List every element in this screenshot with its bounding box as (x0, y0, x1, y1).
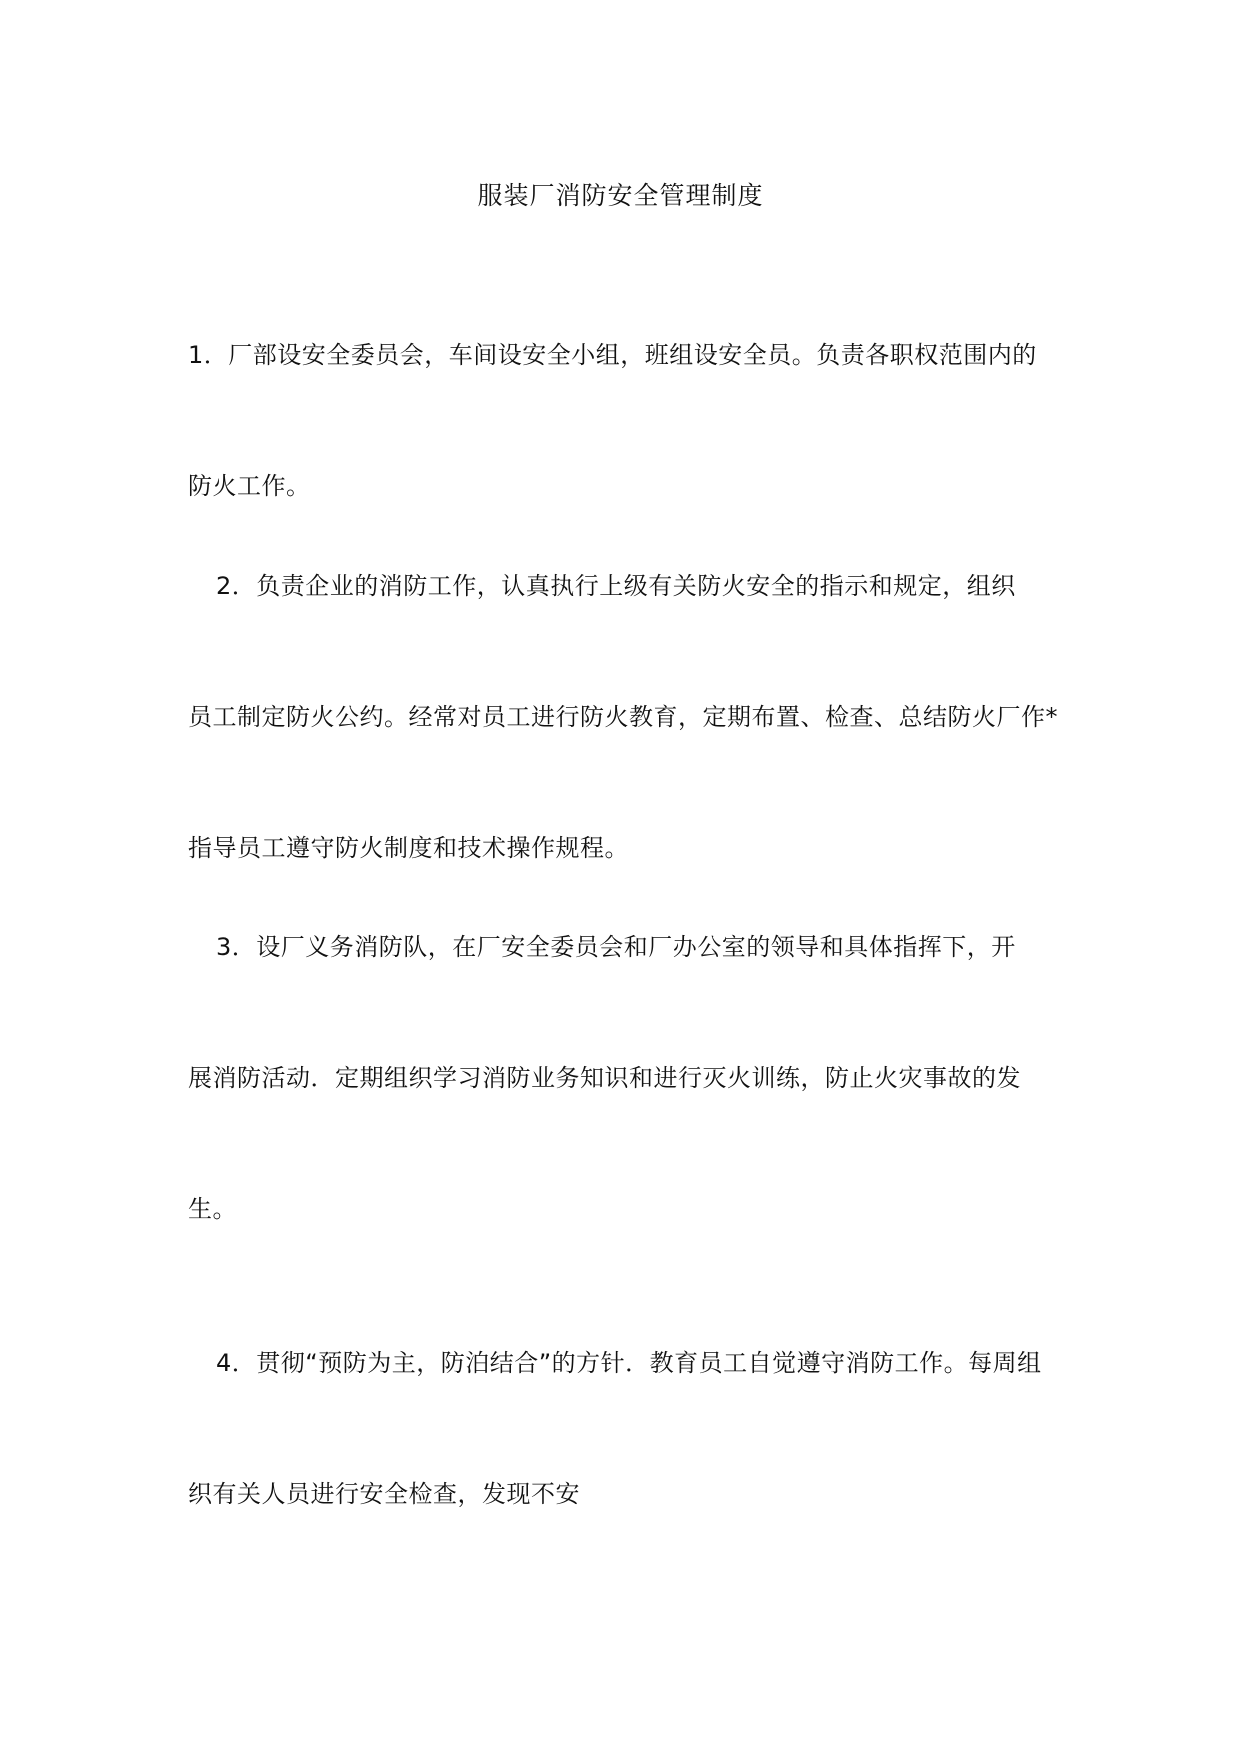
paragraph-2-line-1: 2．负责企业的消防工作，认真执行上级有关防火安全的指示和规定，组织 (216, 572, 1016, 600)
paragraph-1-line-2: 防火工作。 (188, 472, 311, 500)
paragraph-3-line-3: 生。 (188, 1195, 237, 1223)
paragraph-3-line-2: 展消防活动．定期组织学习消防业务知识和进行灭火训练，防止火灾事故的发 (188, 1064, 1021, 1092)
paragraph-1-line-1: 1．厂部设安全委员会，车间设安全小组，班组设安全员。负责各职权范围内的 (188, 341, 1037, 369)
document-title: 服装厂消防安全管理制度 (477, 181, 764, 210)
paragraph-4-line-1: 4．贯彻“预防为主，防泊结合”的方针．教育员工自觉遵守消防工作。每周组 (216, 1349, 1042, 1377)
paragraph-2-line-2: 员工制定防火公约。经常对员工进行防火教育，定期布置、检查、总结防火厂作* (188, 703, 1058, 731)
paragraph-4-line-2: 织有关人员进行安全检查，发现不安 (188, 1480, 580, 1508)
paragraph-2-line-3: 指导员工遵守防火制度和技术操作规程。 (188, 834, 629, 862)
paragraph-3-line-1: 3．设厂义务消防队，在厂安全委员会和厂办公室的领导和具体指挥下，开 (216, 933, 1016, 961)
